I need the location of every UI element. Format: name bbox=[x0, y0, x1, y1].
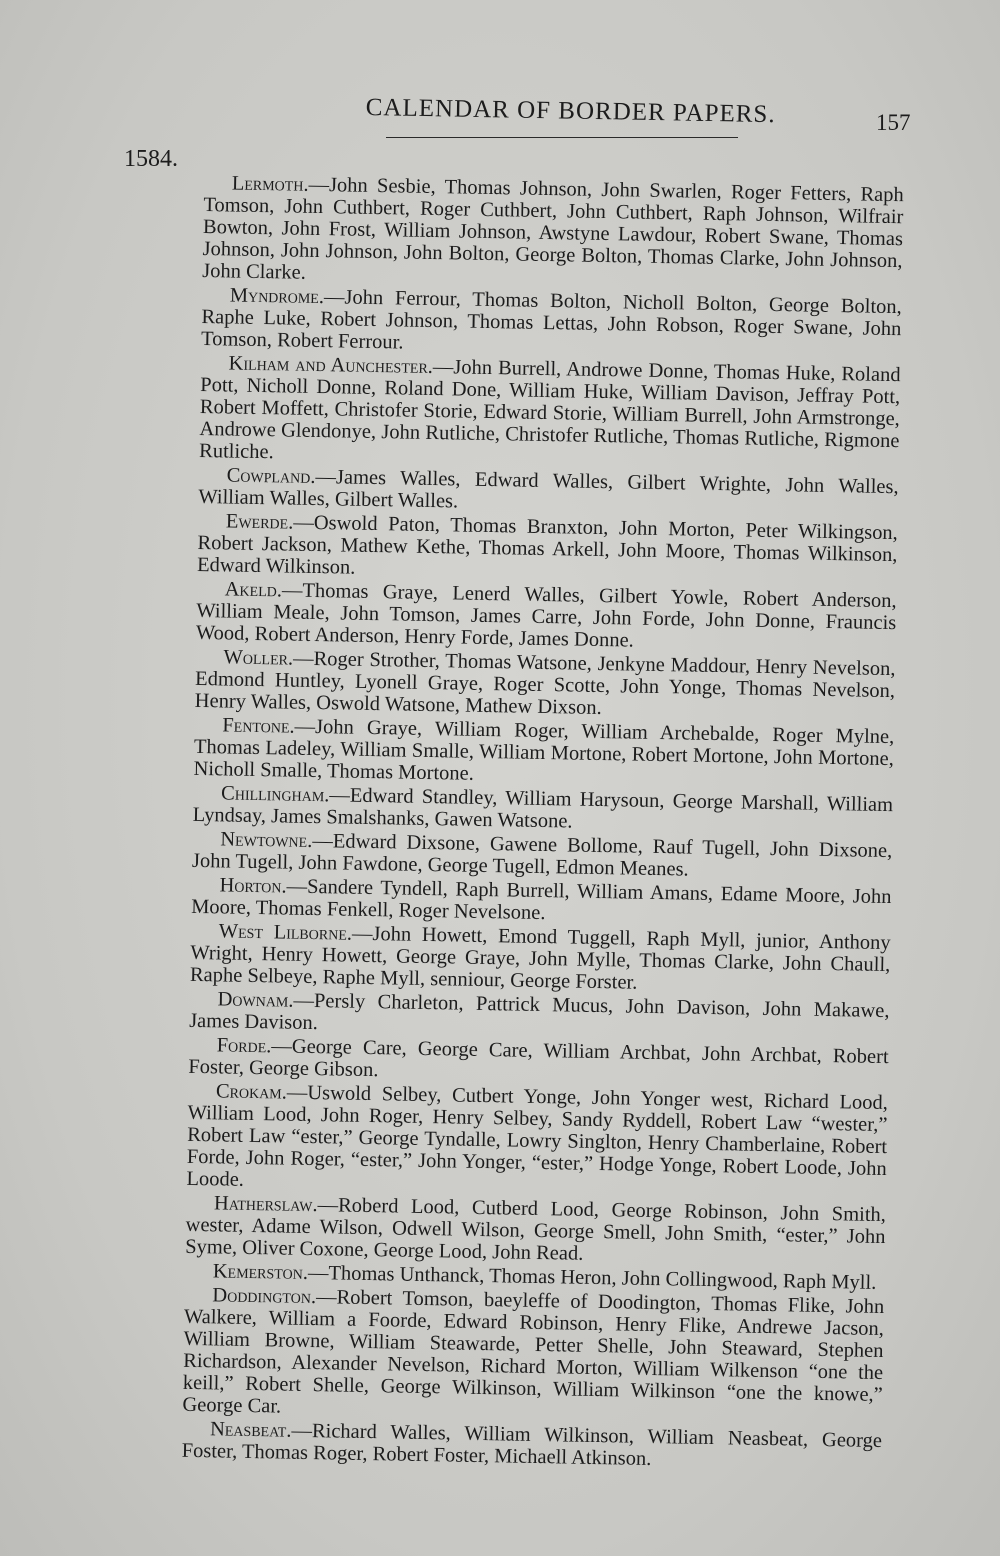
entry-text: —John Graye, William Roger, William Archebalde, Roger Mylne, Thomas Ladeley, William Smalle, William Mortone, Robert Mortone, John Mortone, Nicholl Smalle, Thomas Mortone. bbox=[193, 715, 895, 785]
place-name: Myndrome . bbox=[230, 284, 325, 308]
place-name: Ewerde . bbox=[226, 510, 294, 533]
entry-woller bbox=[195, 646, 896, 724]
entry-akeld bbox=[196, 578, 897, 656]
entry-text: —Thomas Unthanck, Thomas Heron, John Collingwood, Raph Myll. bbox=[307, 1261, 877, 1294]
entry-text: —James Walles, Edward Walles, Gilbert Wrighte, John Walles, William Walles, Gilbert Walles. bbox=[198, 465, 899, 513]
entry-text: —Roberd Lood, Cutberd Lood, George Robinson, John Smith, wester, Adame Wilson, Odwell Wilson, George Smell, John Smith, “ester,” John Syme, Oliver Coxone, George Lood, John Read. bbox=[185, 1194, 887, 1265]
place-name: Horton . bbox=[219, 874, 286, 897]
entry-text: —Oswold Paton, Thomas Branxton, John Morton, Peter Wilkingson, Robert Jackson, Mathew Kethe, Thomas Arkell, John Moore, Thomas Wilkinson, Edward Wilkinson. bbox=[196, 511, 898, 579]
entry-west-lilborne bbox=[190, 920, 891, 998]
place-name: Akeld . bbox=[225, 578, 283, 601]
entry-neasbeat bbox=[181, 1418, 882, 1474]
entry-hatherslaw bbox=[185, 1192, 886, 1270]
entry-ewerde bbox=[197, 510, 898, 588]
entry-text: —Sandere Tyndell, Raph Burrell, William Amans, Edame Moore, John Moore, Thomas Fenkell, Roger Nevelsone. bbox=[190, 875, 892, 925]
entry-text: —Edward Standley, William Harysoun, George Marshall, William Lyndsay, James Smalshanks, Gawen Watsone. bbox=[192, 784, 894, 833]
entry-text: —John Howett, Emond Tuggell, Raph Myll, junior, Anthony Wright, Henry Howett, George Graye, John Mylle, Thomas Clarke, John Chaull, Raphe Selbeye, Raphe Myll, senniour, George Forster. bbox=[189, 922, 891, 994]
place-name: Newtowne . bbox=[220, 828, 312, 852]
entry-text: —John Burrell, Androwe Donne, Thomas Huke, Roland Pott, Nicholl Donne, Roland Done, William Huke, William Davison, Jeffray Pott, Robert Moffett, Christofer Storie, Edward Storie, William Burrell, John Armstronge, Androwe Glendonye, John Rutliche, Christofer Rutliche, Thomas Rutliche, Rigmone Rutliche. bbox=[198, 356, 901, 464]
place-name: Downam . bbox=[217, 988, 293, 1011]
place-name: Lermoth . bbox=[232, 172, 309, 195]
entry-text: —John Ferrour, Thomas Bolton, Nicholl Bolton, George Bolton, Raphe Luke, Robert Johnson, Thomas Lettas, John Robson, Roger Swane, John Tomson, Robert Ferrour. bbox=[200, 286, 902, 354]
year-marginal: 1584. bbox=[124, 146, 178, 172]
place-name: Kemerston . bbox=[213, 1260, 308, 1284]
page-number: 157 bbox=[876, 110, 911, 135]
entry-lermoth bbox=[202, 172, 904, 294]
place-name: Fentone . bbox=[222, 714, 295, 737]
place-name: West Lilborne . bbox=[219, 920, 353, 944]
entry-text: —George Care, George Care, William Archbat, John Archbat, Robert Foster, George Gibson. bbox=[188, 1035, 889, 1082]
entry-crokam bbox=[186, 1080, 888, 1202]
entry-text: —John Sesbie, Thomas Johnson, John Swarlen, Roger Fetters, Raph Tomson, John Cuthbert, Roger Cuthbert, John Cuthbert, Raph Johnson, Wilfrair Bowton, John Frost, William Johnson, Awstyne Lawdour, Robert Swane, Thomas Johnson, John Johnson, John Bolton, George Bolton, Thomas Clarke, John Johnson, John Clarke. bbox=[202, 173, 904, 284]
entry-text: —Edward Dixsone, Gawene Bollome, Rauf Tugell, John Dixsone, John Tugell, John Fawdone, George Tugell, Edmon Meanes. bbox=[191, 829, 893, 881]
header-rule bbox=[386, 137, 738, 138]
place-name: Forde . bbox=[217, 1034, 272, 1057]
entry-text: —Robert Tomson, baeyleffe of Doodington, Thomas Flike, John Walkere, William a Foorde, Edward Robinson, Henry Flike, Andrewe Jacson, William Browne, William Steawarde, Petter Shelle, John Steaward, Stephen Richardson, Alexander Nevelson, Richard Morton, William Wilkenson “one the keill,” Robert Shelle, George Wilkinson, William Wilkinson “one the knowe,” George Car. bbox=[182, 1286, 885, 1418]
entry-fentone bbox=[193, 714, 894, 792]
entry-text: —Roger Strother, Thomas Watsone, Jenkyne Maddour, Henry Nevelson, Edmond Huntley, Lyonell Graye, Roger Scotte, John Yonge, Thomas Nevelson, Henry Walles, Oswold Watsone, Mathew Dixson. bbox=[194, 647, 896, 720]
entry-kilham bbox=[199, 352, 901, 474]
entry-text: —Thomas Graye, Lenerd Walles, Gilbert Yowle, Robert Anderson, William Meale, John Tomson, James Carre, John Forde, John Donne, Frauncis Wood, Robert Anderson, Henry Forde, James Donne. bbox=[195, 579, 897, 652]
place-name: Kilham and Aunchester . bbox=[228, 352, 433, 378]
running-head: CALENDAR OF BORDER PAPERS. bbox=[365, 94, 776, 129]
body-text bbox=[181, 172, 903, 1476]
entry-text: —Uswold Selbey, Cutbert Yonge, John Yonger west, Richard Lood, William Lood, John Roger, Henry Selbey, Sandy Ryddell, Robert Law “wester,” Robert Law “ester,” George Tyndalle, Lowry Singlton, Henry Chamberlaine, Robert Forde, John Roger, “ester,” John Yonger, “ester,” Hodge Yonge, Robert Loode, John Loode. bbox=[186, 1081, 889, 1191]
place-name: Woller . bbox=[223, 646, 293, 669]
place-name: Crokam . bbox=[216, 1080, 287, 1103]
entry-text: —Richard Walles, William Wilkinson, William Neasbeat, George Foster, Thomas Roger, Robert Foster, Michaell Atkinson. bbox=[181, 1419, 883, 1471]
place-name: Cowpland . bbox=[227, 464, 316, 488]
entry-doddington bbox=[182, 1284, 884, 1428]
entry-text: —Persly Charleton, Pattrick Mucus, John Davison, John Makawe, James Davison. bbox=[188, 989, 890, 1035]
entry-myndrome bbox=[201, 284, 902, 362]
place-name: Neasbeat . bbox=[210, 1418, 292, 1441]
place-name: Hatherslaw . bbox=[214, 1192, 318, 1216]
place-name: Chillingham . bbox=[221, 782, 330, 806]
place-name: Doddington . bbox=[212, 1284, 316, 1308]
